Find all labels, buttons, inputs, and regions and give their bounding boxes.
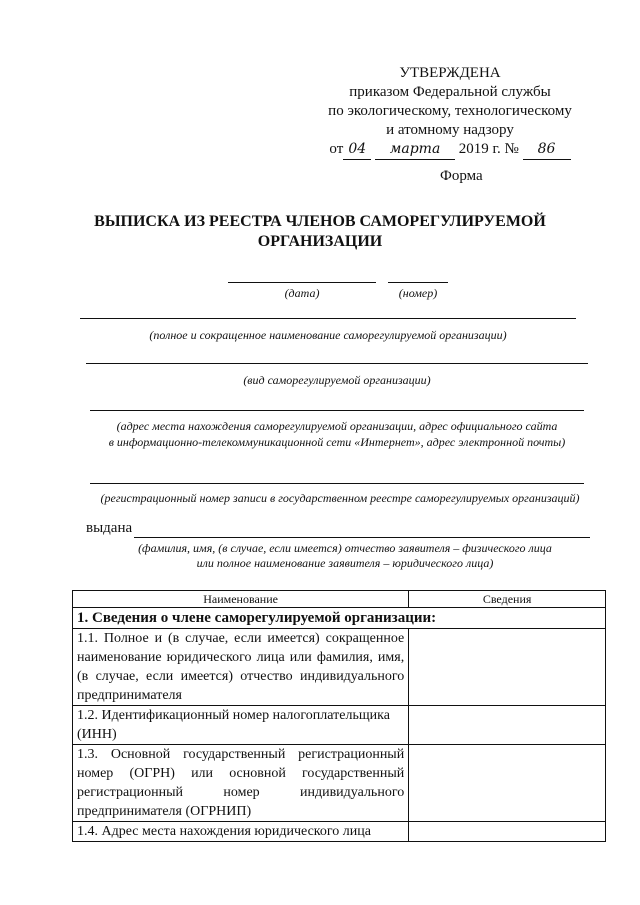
number-field-line[interactable]: [388, 282, 448, 283]
page-title: ВЫПИСКА ИЗ РЕЕСТРА ЧЛЕНОВ САМОРЕГУЛИРУЕМОЙ ОРГАНИЗАЦИИ: [94, 213, 546, 250]
applicant-caption-2: или полное наименование заявителя – юридического лица): [196, 556, 494, 570]
table-row: [73, 822, 606, 842]
approval-heading: УТВЕРЖДЕНА: [399, 65, 501, 81]
row-1-3-name: 1.3. Основной государственный регистрационный номер (ОГРН) или основной государственный регистрационный номер индивидуального предпринимателя (ОГРНИП): [73, 745, 409, 822]
org-name-caption: (полное и сокращенное наименование саморегулируемой организации): [149, 328, 507, 342]
member-info-table: [72, 590, 606, 842]
table-header-row: [73, 591, 606, 608]
address-caption-2: в информационно-телекоммуникационной сети «Интернет», адрес электронной почты): [108, 435, 566, 449]
header-name: Наименование: [73, 591, 409, 608]
org-type-caption: (вид саморегулируемой организации): [243, 373, 431, 387]
table-row: [73, 706, 606, 745]
approval-block: [300, 64, 600, 160]
approval-line-2: по экологическому, технологическому: [328, 103, 572, 119]
date-caption: (дата): [284, 286, 320, 300]
address-caption-1: (адрес места нахождения саморегулируемой организации, адрес официального сайта: [116, 419, 558, 433]
section-1-title: 1. Сведения о члене саморегулируемой организации:: [73, 608, 606, 629]
applicant-field-line[interactable]: [134, 537, 590, 538]
header-info: Сведения: [409, 591, 606, 608]
applicant-caption-1: (фамилия, имя, (в случае, если имеется) отчество заявителя – физического лица: [138, 541, 552, 555]
row-1-1-value[interactable]: [409, 629, 606, 706]
handwritten-order-number: 86: [523, 140, 571, 160]
section-row: [73, 608, 606, 629]
handwritten-month: марта: [375, 140, 455, 160]
row-1-2-name: 1.2. Идентификационный номер налогоплательщика (ИНН): [73, 706, 409, 745]
row-1-3-value[interactable]: [409, 745, 606, 822]
row-1-4-name: 1.4. Адрес места нахождения юридического лица: [73, 822, 409, 842]
approval-line-3: и атомному надзору: [386, 122, 514, 138]
table-row: [73, 745, 606, 822]
table-row: [73, 629, 606, 706]
reg-number-field-line[interactable]: [90, 483, 584, 484]
number-caption: (номер): [398, 286, 438, 300]
year-text: 2019 г. №: [458, 141, 519, 157]
org-type-field-line[interactable]: [86, 363, 588, 364]
date-field-line[interactable]: [228, 282, 376, 283]
issued-label: выдана: [86, 520, 133, 536]
row-1-4-value[interactable]: [409, 822, 606, 842]
form-label: Форма: [440, 168, 483, 184]
reg-number-caption: (регистрационный номер записи в государственном реестре саморегулируемых организаций): [100, 491, 580, 505]
date-prefix: от: [329, 141, 344, 157]
row-1-1-name: 1.1. Полное и (в случае, если имеется) сокращенное наименование юридического лица или фамилия, имя, (в случае, если имеется) отчество индивидуального предпринимателя: [73, 629, 409, 706]
approval-date-line: [300, 140, 600, 160]
address-field-line[interactable]: [90, 410, 584, 411]
handwritten-day: 04: [343, 140, 371, 160]
approval-line-1: приказом Федеральной службы: [349, 84, 551, 100]
row-1-2-value[interactable]: [409, 706, 606, 745]
org-name-field-line[interactable]: [80, 318, 576, 319]
